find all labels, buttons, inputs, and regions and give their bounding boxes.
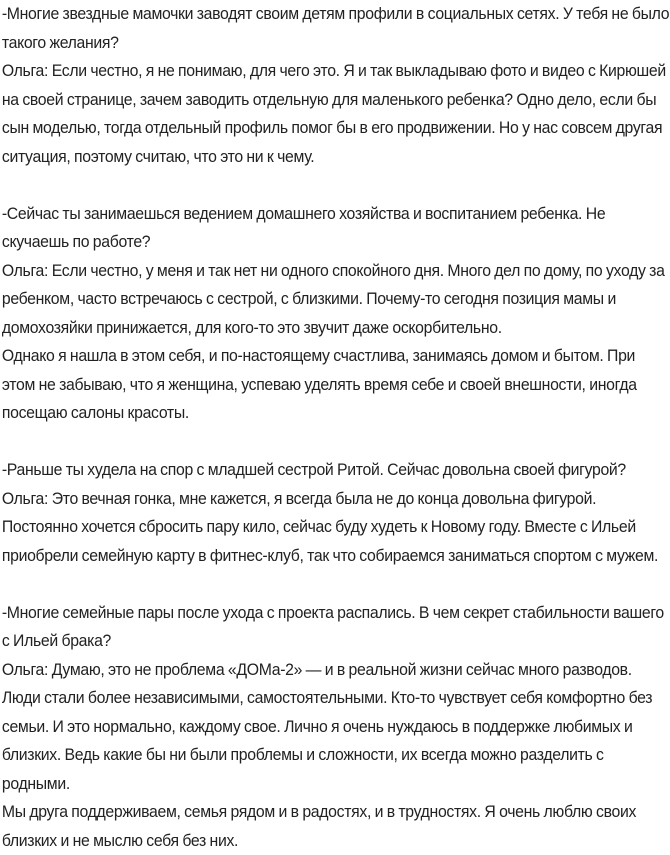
interview-answer: Ольга: Это вечная гонка, мне кажется, я всегда была не до конца довольна фигурой. Постоянно хочется сбросить пару кило, сейчас буду худеть к Новому году. Вместе с Ильей приобрели семейную карту в фитнес-клуб, так что собираемся заниматься спортом с мужем. [2,485,670,571]
interview-answer: Ольга: Если честно, я не понимаю, для чего это. Я и так выкладываю фото и видео с Кирюшей на своей странице, зачем заводить отдельную для маленького ребенка? Одно дело, если бы сын моделью, тогда отдельный профиль помог бы в его продвижении. Но у нас совсем другая ситуация, поэтому считаю, что это ни к чему. [2,57,670,171]
interview-question: -Раньше ты худела на спор с младшей сестрой Ритой. Сейчас довольна своей фигурой? [2,456,670,485]
interview-question: -Многие звездные мамочки заводят своим детям профили в социальных сетях. У тебя не было такого желания? [2,0,670,57]
interview-answer: Ольга: Думаю, это не проблема «ДОМа-2» — и в реальной жизни сейчас много разводов. Люди стали более независимыми, самостоятельными. Кто-то чувствует себя комфортно без семьи. И это нормально, каждому свое. Лично я очень нуждаюсь в поддержке любимых и близких. Ведь какие бы ни были проблемы и сложности, их всегда можно разделить с родными. [2,656,670,799]
interview-answer: Мы друга поддерживаем, семья рядом и в радостях, и в трудностях. Я очень люблю своих близких и не мыслю себя без них. [2,798,670,855]
interview-answer: Однако я нашла в этом себя, и по-настоящему счастлива, занимаясь домом и бытом. При этом не забываю, что я женщина, успеваю уделять время себе и своей внешности, иногда посещаю салоны красоты. [2,342,670,428]
qa-block-profiles [2,0,670,171]
qa-block-figure [2,456,670,570]
interview-question: -Многие семейные пары после ухода с проекта распались. В чем секрет стабильности вашего с Ильей брака? [2,599,670,656]
qa-block-marriage [2,599,670,855]
interview-question: -Сейчас ты занимаешься ведением домашнего хозяйства и воспитанием ребенка. Не скучаешь по работе? [2,200,670,257]
qa-block-housework [2,200,670,428]
interview-answer: Ольга: Если честно, у меня и так нет ни одного спокойного дня. Много дел по дому, по уходу за ребенком, часто встречаюсь с сестрой, с близкими. Почему-то сегодня позиция мамы и домохозяйки принижается, для кого-то это звучит даже оскорбительно. [2,257,670,343]
